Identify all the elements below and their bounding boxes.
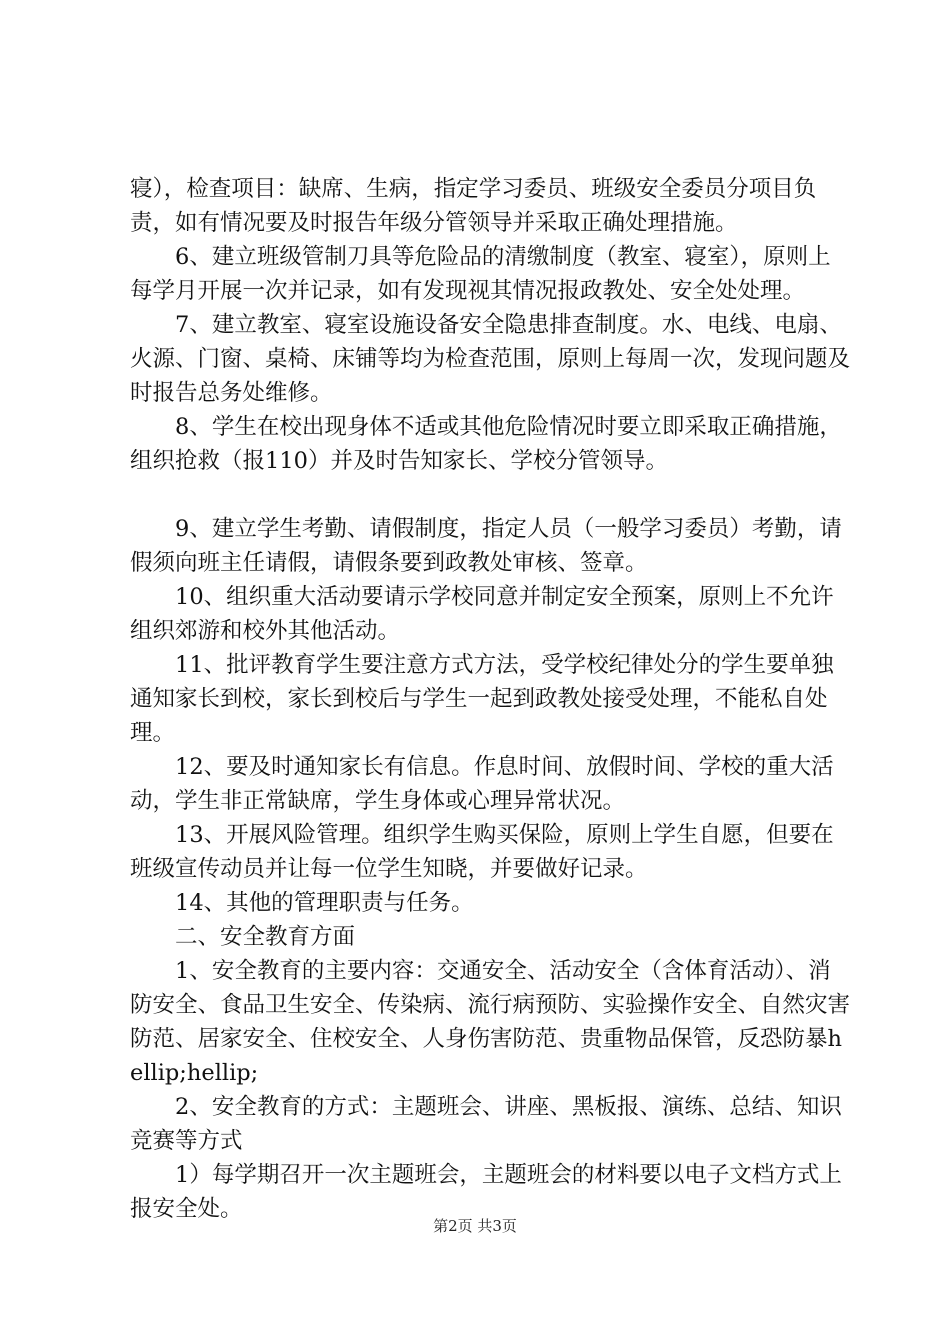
paragraph-item-7: 7、建立教室、寝室设施设备安全隐患排查制度。水、电线、电扇、火源、门窗、桌椅、床铺等均为检查范围，原则上每周一次，发现问题及时报告总务处维修。 bbox=[130, 312, 851, 406]
paragraph-item-6: 6、建立班级管制刀具等危险品的清缴制度（教室、寝室），原则上每学月开展一次并记录，如有发现视其情况报政教处、安全处处理。 bbox=[130, 244, 831, 304]
section-heading-safety-education: 二、安全教育方面 bbox=[175, 924, 356, 950]
paragraph-item-14: 14、其他的管理职责与任务。 bbox=[175, 890, 474, 916]
paragraph-continuation: 寝），检查项目：缺席、生病，指定学习委员、班级安全委员分项目负责，如有情况要及时报告年级分管领导并采取正确处理措施。 bbox=[130, 176, 817, 236]
paragraph-item-13: 13、开展风险管理。组织学生购买保险，原则上学生自愿，但要在班级宣传动员并让每一位学生知晓，并要做好记录。 bbox=[130, 822, 834, 882]
paragraph-theme-meeting: 1）每学期召开一次主题班会，主题班会的材料要以电子文档方式上报安全处。 bbox=[130, 1162, 842, 1222]
paragraph-education-methods: 2、安全教育的方式：主题班会、讲座、黑板报、演练、总结、知识竞赛等方式 bbox=[130, 1094, 842, 1154]
paragraph-item-9: 9、建立学生考勤、请假制度，指定人员（一般学习委员）考勤，请假须向班主任请假，请假条要到政教处审核、签章。 bbox=[130, 516, 842, 576]
paragraph-education-content: 1、安全教育的主要内容：交通安全、活动安全（含体育活动）、消防安全、食品卫生安全、传染病、流行病预防、实验操作安全、自然灾害防范、居家安全、住校安全、人身伤害防范、贵重物品保管，反恐防暴hellip;hellip; bbox=[130, 958, 851, 1086]
paragraph-item-10: 10、组织重大活动要请示学校同意并制定安全预案，原则上不允许组织郊游和校外其他活动。 bbox=[130, 584, 834, 644]
document-body bbox=[130, 172, 850, 1226]
paragraph-item-12: 12、要及时通知家长有信息。作息时间、放假时间、学校的重大活动，学生非正常缺席，学生身体或心理异常状况。 bbox=[130, 754, 834, 814]
paragraph-item-8: 8、学生在校出现身体不适或其他危险情况时要立即采取正确措施，组织抢救（报110）并及时告知家长、学校分管领导。 bbox=[130, 414, 842, 474]
page-number-footer: 第2页 共3页 bbox=[433, 1217, 517, 1235]
paragraph-item-11: 11、批评教育学生要注意方式方法，受学校纪律处分的学生要单独通知家长到校，家长到校后与学生一起到政教处接受处理，不能私自处理。 bbox=[130, 652, 834, 746]
